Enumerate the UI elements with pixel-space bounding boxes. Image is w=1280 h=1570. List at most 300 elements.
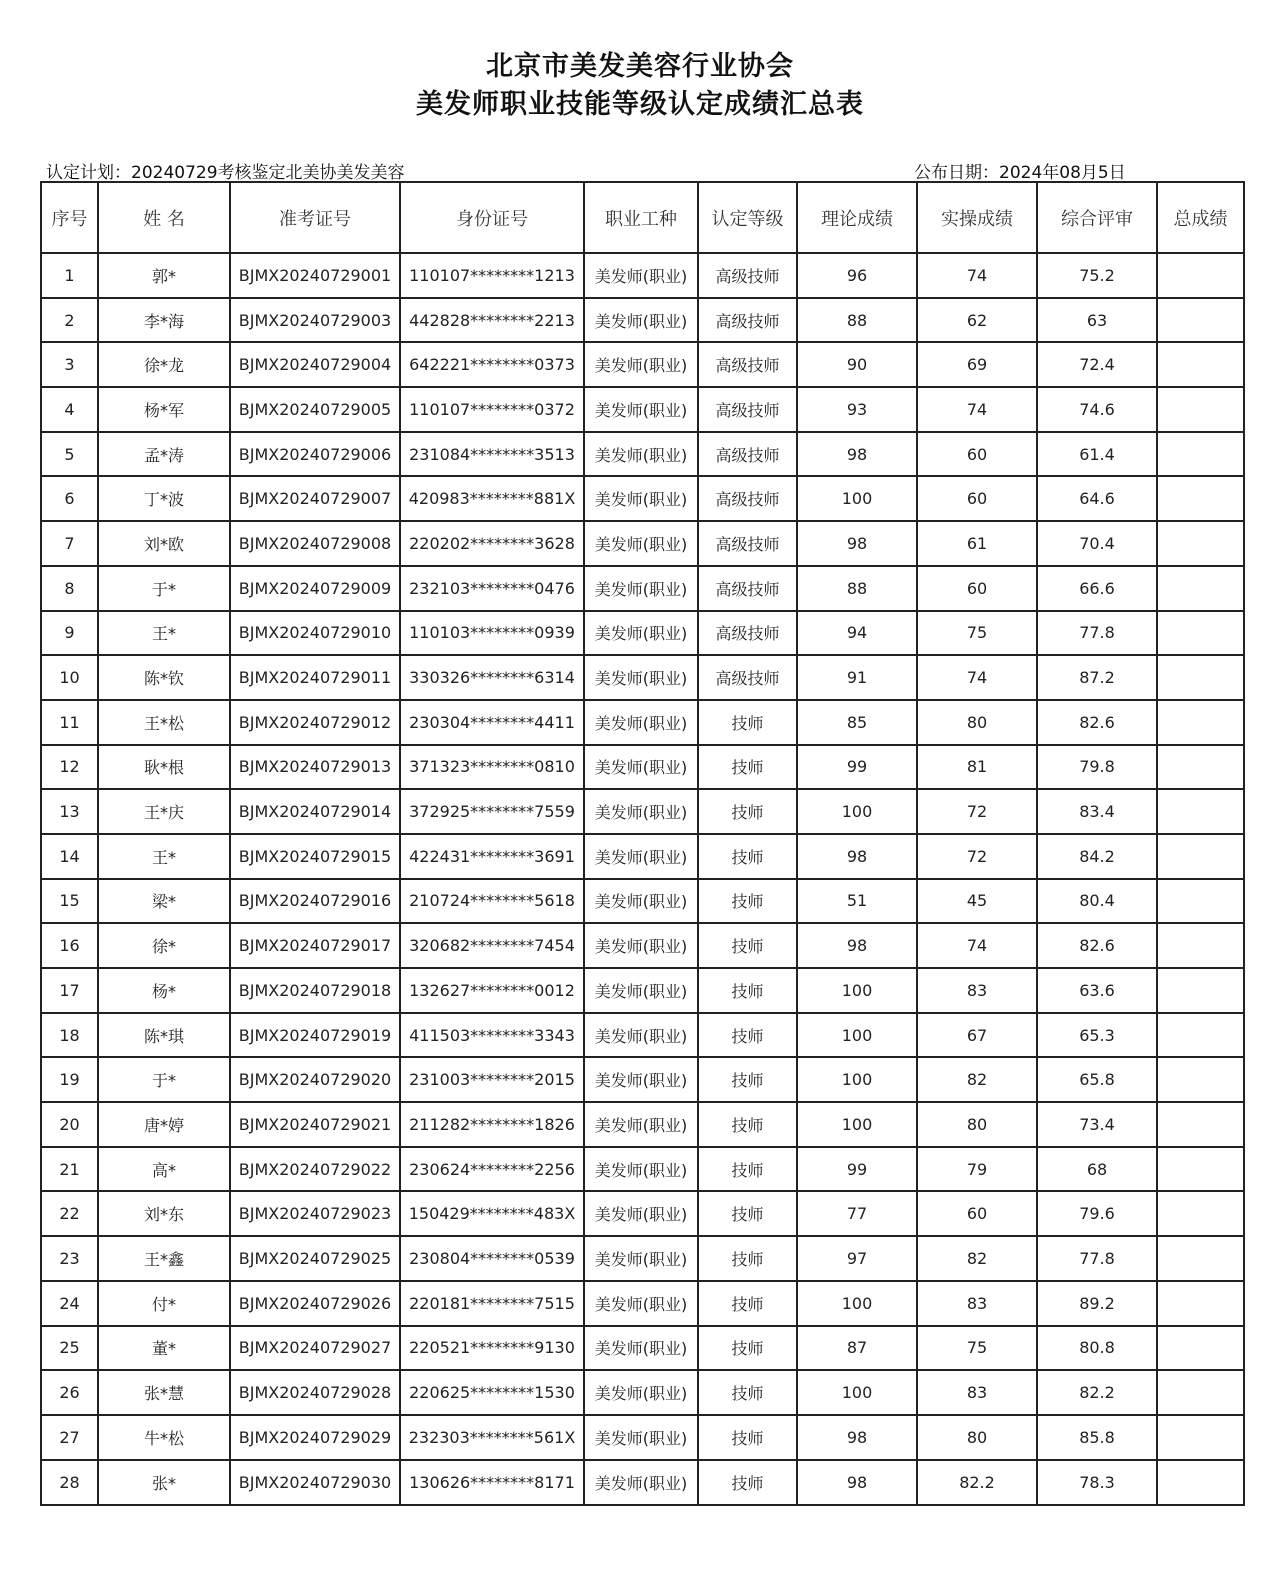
table-row <box>41 1191 1244 1236</box>
col-practical-cell: 80 <box>917 700 1037 745</box>
col-occupation-cell: 美发师(职业) <box>584 1191 698 1236</box>
col-name-cell: 孟*涛 <box>98 432 230 477</box>
col-index-cell: 28 <box>41 1460 98 1505</box>
col-review-cell: 64.6 <box>1037 476 1157 521</box>
col-level-cell: 技师 <box>698 1147 797 1192</box>
col-theory-cell: 93 <box>797 387 917 432</box>
col-id-no-cell: 411503********3343 <box>400 1013 584 1058</box>
col-theory-cell: 88 <box>797 566 917 611</box>
col-index-header: 序号 <box>41 182 98 253</box>
col-total-cell <box>1157 432 1244 477</box>
col-id-no-cell: 372925********7559 <box>400 789 584 834</box>
col-theory-cell: 99 <box>797 1147 917 1192</box>
col-total-cell <box>1157 879 1244 924</box>
col-occupation-cell: 美发师(职业) <box>584 745 698 790</box>
col-name-cell: 王*松 <box>98 700 230 745</box>
col-name-cell: 王*庆 <box>98 789 230 834</box>
col-level-cell: 高级技师 <box>698 387 797 432</box>
col-theory-cell: 90 <box>797 342 917 387</box>
table-row <box>41 700 1244 745</box>
col-theory-cell: 87 <box>797 1326 917 1371</box>
col-practical-cell: 80 <box>917 1102 1037 1147</box>
col-total-cell <box>1157 1370 1244 1415</box>
col-occupation-cell: 美发师(职业) <box>584 387 698 432</box>
col-occupation-header: 职业工种 <box>584 182 698 253</box>
col-practical-cell: 82.2 <box>917 1460 1037 1505</box>
table-row <box>41 879 1244 924</box>
col-level-cell: 技师 <box>698 1102 797 1147</box>
col-name-cell: 郭* <box>98 253 230 298</box>
col-exam-no-cell: BJMX20240729001 <box>230 253 400 298</box>
col-total-cell <box>1157 1013 1244 1058</box>
col-total-cell <box>1157 521 1244 566</box>
col-total-cell <box>1157 387 1244 432</box>
col-id-no-cell: 231084********3513 <box>400 432 584 477</box>
col-review-cell: 63.6 <box>1037 968 1157 1013</box>
col-review-cell: 82.6 <box>1037 923 1157 968</box>
col-name-cell: 于* <box>98 1057 230 1102</box>
col-theory-cell: 99 <box>797 745 917 790</box>
col-review-cell: 65.3 <box>1037 1013 1157 1058</box>
table-row <box>41 789 1244 834</box>
col-id-no-cell: 371323********0810 <box>400 745 584 790</box>
col-review-cell: 73.4 <box>1037 1102 1157 1147</box>
plan-label: 认定计划：20240729考核鉴定北美协美发美容 <box>46 163 405 183</box>
col-id-no-cell: 132627********0012 <box>400 968 584 1013</box>
col-exam-no-cell: BJMX20240729017 <box>230 923 400 968</box>
col-name-cell: 唐*婷 <box>98 1102 230 1147</box>
col-total-cell <box>1157 611 1244 656</box>
col-level-cell: 高级技师 <box>698 342 797 387</box>
col-theory-cell: 100 <box>797 1102 917 1147</box>
table-row <box>41 1370 1244 1415</box>
col-practical-cell: 60 <box>917 476 1037 521</box>
col-occupation-cell: 美发师(职业) <box>584 253 698 298</box>
col-level-cell: 技师 <box>698 834 797 879</box>
col-id-no-cell: 210724********5618 <box>400 879 584 924</box>
col-index-cell: 8 <box>41 566 98 611</box>
col-exam-no-cell: BJMX20240729011 <box>230 655 400 700</box>
table-row <box>41 1236 1244 1281</box>
table-row <box>41 923 1244 968</box>
col-practical-cell: 82 <box>917 1236 1037 1281</box>
col-id-no-cell: 220181********7515 <box>400 1281 584 1326</box>
col-index-cell: 1 <box>41 253 98 298</box>
table-row <box>41 1147 1244 1192</box>
col-occupation-cell: 美发师(职业) <box>584 700 698 745</box>
col-exam-no-cell: BJMX20240729015 <box>230 834 400 879</box>
col-id-no-cell: 330326********6314 <box>400 655 584 700</box>
col-theory-cell: 100 <box>797 1281 917 1326</box>
col-theory-cell: 100 <box>797 476 917 521</box>
col-name-cell: 耿*根 <box>98 745 230 790</box>
col-review-cell: 74.6 <box>1037 387 1157 432</box>
col-review-cell: 79.6 <box>1037 1191 1157 1236</box>
col-id-no-cell: 130626********8171 <box>400 1460 584 1505</box>
col-exam-no-cell: BJMX20240729007 <box>230 476 400 521</box>
col-total-cell <box>1157 655 1244 700</box>
table-row <box>41 1013 1244 1058</box>
col-total-cell <box>1157 1102 1244 1147</box>
col-occupation-cell: 美发师(职业) <box>584 611 698 656</box>
col-index-cell: 20 <box>41 1102 98 1147</box>
col-practical-cell: 60 <box>917 1191 1037 1236</box>
col-theory-header: 理论成绩 <box>797 182 917 253</box>
col-level-cell: 技师 <box>698 1281 797 1326</box>
col-index-cell: 15 <box>41 879 98 924</box>
col-id-no-cell: 150429********483X <box>400 1191 584 1236</box>
col-theory-cell: 98 <box>797 1460 917 1505</box>
col-review-cell: 89.2 <box>1037 1281 1157 1326</box>
col-name-cell: 李*海 <box>98 298 230 343</box>
col-name-cell: 王*鑫 <box>98 1236 230 1281</box>
table-row <box>41 253 1244 298</box>
col-occupation-cell: 美发师(职业) <box>584 834 698 879</box>
table-row <box>41 298 1244 343</box>
col-review-cell: 72.4 <box>1037 342 1157 387</box>
col-total-cell <box>1157 298 1244 343</box>
col-total-cell <box>1157 834 1244 879</box>
col-index-cell: 24 <box>41 1281 98 1326</box>
col-index-cell: 13 <box>41 789 98 834</box>
col-practical-cell: 74 <box>917 253 1037 298</box>
col-review-cell: 82.2 <box>1037 1370 1157 1415</box>
col-id-no-cell: 230304********4411 <box>400 700 584 745</box>
col-level-cell: 技师 <box>698 789 797 834</box>
col-level-cell: 技师 <box>698 1326 797 1371</box>
col-total-cell <box>1157 1415 1244 1460</box>
col-review-cell: 82.6 <box>1037 700 1157 745</box>
col-occupation-cell: 美发师(职业) <box>584 1147 698 1192</box>
table-row <box>41 1460 1244 1505</box>
col-review-cell: 84.2 <box>1037 834 1157 879</box>
col-id-no-cell: 231003********2015 <box>400 1057 584 1102</box>
col-id-no-cell: 230804********0539 <box>400 1236 584 1281</box>
col-level-cell: 高级技师 <box>698 611 797 656</box>
col-level-cell: 高级技师 <box>698 655 797 700</box>
col-exam-no-cell: BJMX20240729012 <box>230 700 400 745</box>
col-theory-cell: 85 <box>797 700 917 745</box>
col-occupation-cell: 美发师(职业) <box>584 521 698 566</box>
col-exam-no-cell: BJMX20240729018 <box>230 968 400 1013</box>
table-row <box>41 1102 1244 1147</box>
col-level-cell: 技师 <box>698 1236 797 1281</box>
col-name-cell: 王* <box>98 834 230 879</box>
col-level-cell: 高级技师 <box>698 521 797 566</box>
col-practical-cell: 75 <box>917 611 1037 656</box>
col-index-cell: 2 <box>41 298 98 343</box>
col-occupation-cell: 美发师(职业) <box>584 879 698 924</box>
col-total-cell <box>1157 1460 1244 1505</box>
col-level-cell: 技师 <box>698 1057 797 1102</box>
col-occupation-cell: 美发师(职业) <box>584 476 698 521</box>
col-occupation-cell: 美发师(职业) <box>584 432 698 477</box>
col-index-cell: 6 <box>41 476 98 521</box>
col-exam-no-cell: BJMX20240729004 <box>230 342 400 387</box>
col-practical-cell: 69 <box>917 342 1037 387</box>
col-level-cell: 高级技师 <box>698 298 797 343</box>
col-name-cell: 高* <box>98 1147 230 1192</box>
col-total-cell <box>1157 789 1244 834</box>
col-id-no-cell: 110107********0372 <box>400 387 584 432</box>
table-row <box>41 342 1244 387</box>
col-index-cell: 11 <box>41 700 98 745</box>
col-exam-no-cell: BJMX20240729006 <box>230 432 400 477</box>
col-name-cell: 付* <box>98 1281 230 1326</box>
col-level-cell: 技师 <box>698 923 797 968</box>
col-theory-cell: 97 <box>797 1236 917 1281</box>
col-index-cell: 3 <box>41 342 98 387</box>
col-name-cell: 刘*东 <box>98 1191 230 1236</box>
col-practical-cell: 79 <box>917 1147 1037 1192</box>
col-exam-no-cell: BJMX20240729019 <box>230 1013 400 1058</box>
col-practical-cell: 45 <box>917 879 1037 924</box>
col-id-no-cell: 642221********0373 <box>400 342 584 387</box>
col-practical-cell: 80 <box>917 1415 1037 1460</box>
col-occupation-cell: 美发师(职业) <box>584 923 698 968</box>
col-practical-cell: 61 <box>917 521 1037 566</box>
col-total-cell <box>1157 700 1244 745</box>
col-id-no-cell: 230624********2256 <box>400 1147 584 1192</box>
col-exam-no-cell: BJMX20240729005 <box>230 387 400 432</box>
col-exam-no-cell: BJMX20240729014 <box>230 789 400 834</box>
col-theory-cell: 100 <box>797 1370 917 1415</box>
col-review-cell: 83.4 <box>1037 789 1157 834</box>
col-practical-cell: 60 <box>917 566 1037 611</box>
col-index-cell: 17 <box>41 968 98 1013</box>
document-title: 北京市美发美容行业协会 <box>486 51 794 82</box>
col-theory-cell: 100 <box>797 1057 917 1102</box>
col-theory-cell: 96 <box>797 253 917 298</box>
col-name-cell: 杨*军 <box>98 387 230 432</box>
table-row <box>41 521 1244 566</box>
col-id-no-cell: 320682********7454 <box>400 923 584 968</box>
col-practical-cell: 72 <box>917 789 1037 834</box>
col-name-header: 姓 名 <box>98 182 230 253</box>
publish-date: 公布日期：2024年08月5日 <box>914 163 1126 183</box>
col-theory-cell: 51 <box>797 879 917 924</box>
col-id-no-cell: 110107********1213 <box>400 253 584 298</box>
col-index-cell: 26 <box>41 1370 98 1415</box>
col-level-cell: 高级技师 <box>698 476 797 521</box>
col-theory-cell: 94 <box>797 611 917 656</box>
col-name-cell: 徐*龙 <box>98 342 230 387</box>
col-level-cell: 高级技师 <box>698 566 797 611</box>
col-occupation-cell: 美发师(职业) <box>584 655 698 700</box>
col-review-cell: 79.8 <box>1037 745 1157 790</box>
col-index-cell: 21 <box>41 1147 98 1192</box>
col-review-cell: 78.3 <box>1037 1460 1157 1505</box>
col-index-cell: 4 <box>41 387 98 432</box>
col-practical-header: 实操成绩 <box>917 182 1037 253</box>
col-id-no-cell: 211282********1826 <box>400 1102 584 1147</box>
table-row <box>41 387 1244 432</box>
col-exam-no-cell: BJMX20240729023 <box>230 1191 400 1236</box>
col-occupation-cell: 美发师(职业) <box>584 968 698 1013</box>
header-row <box>41 182 1244 253</box>
col-review-cell: 65.8 <box>1037 1057 1157 1102</box>
col-theory-cell: 98 <box>797 432 917 477</box>
col-name-cell: 梁* <box>98 879 230 924</box>
col-practical-cell: 60 <box>917 432 1037 477</box>
table-header <box>41 182 1244 253</box>
col-index-cell: 14 <box>41 834 98 879</box>
table-row <box>41 476 1244 521</box>
col-occupation-cell: 美发师(职业) <box>584 298 698 343</box>
col-name-cell: 董* <box>98 1326 230 1371</box>
col-level-cell: 技师 <box>698 879 797 924</box>
col-exam-no-cell: BJMX20240729016 <box>230 879 400 924</box>
col-level-cell: 技师 <box>698 1191 797 1236</box>
table-row <box>41 1281 1244 1326</box>
table-row <box>41 566 1244 611</box>
table-row <box>41 1057 1244 1102</box>
col-occupation-cell: 美发师(职业) <box>584 1460 698 1505</box>
col-practical-cell: 83 <box>917 1370 1037 1415</box>
col-theory-cell: 98 <box>797 521 917 566</box>
col-index-cell: 7 <box>41 521 98 566</box>
col-name-cell: 牛*松 <box>98 1415 230 1460</box>
col-occupation-cell: 美发师(职业) <box>584 1326 698 1371</box>
col-practical-cell: 74 <box>917 923 1037 968</box>
col-theory-cell: 100 <box>797 1013 917 1058</box>
table-row <box>41 611 1244 656</box>
col-occupation-cell: 美发师(职业) <box>584 1370 698 1415</box>
col-theory-cell: 77 <box>797 1191 917 1236</box>
col-id-no-header: 身份证号 <box>400 182 584 253</box>
col-exam-no-cell: BJMX20240729027 <box>230 1326 400 1371</box>
table-row <box>41 834 1244 879</box>
col-index-cell: 16 <box>41 923 98 968</box>
col-exam-no-cell: BJMX20240729030 <box>230 1460 400 1505</box>
col-exam-no-cell: BJMX20240729025 <box>230 1236 400 1281</box>
col-review-cell: 61.4 <box>1037 432 1157 477</box>
col-index-cell: 23 <box>41 1236 98 1281</box>
col-name-cell: 张* <box>98 1460 230 1505</box>
table-row <box>41 1326 1244 1371</box>
col-theory-cell: 98 <box>797 923 917 968</box>
col-practical-cell: 67 <box>917 1013 1037 1058</box>
col-total-cell <box>1157 1057 1244 1102</box>
col-total-cell <box>1157 476 1244 521</box>
col-index-cell: 5 <box>41 432 98 477</box>
table-row <box>41 432 1244 477</box>
col-level-cell: 技师 <box>698 968 797 1013</box>
col-total-cell <box>1157 253 1244 298</box>
col-total-cell <box>1157 342 1244 387</box>
col-total-cell <box>1157 1147 1244 1192</box>
col-occupation-cell: 美发师(职业) <box>584 1102 698 1147</box>
col-total-cell <box>1157 1236 1244 1281</box>
col-occupation-cell: 美发师(职业) <box>584 789 698 834</box>
col-id-no-cell: 110103********0939 <box>400 611 584 656</box>
col-total-cell <box>1157 1326 1244 1371</box>
col-name-cell: 陈*钦 <box>98 655 230 700</box>
col-review-header: 综合评审 <box>1037 182 1157 253</box>
col-level-cell: 技师 <box>698 700 797 745</box>
col-id-no-cell: 422431********3691 <box>400 834 584 879</box>
col-exam-no-cell: BJMX20240729003 <box>230 298 400 343</box>
col-level-cell: 技师 <box>698 1460 797 1505</box>
col-practical-cell: 82 <box>917 1057 1037 1102</box>
col-id-no-cell: 232103********0476 <box>400 566 584 611</box>
col-exam-no-cell: BJMX20240729021 <box>230 1102 400 1147</box>
document-subtitle: 美发师职业技能等级认定成绩汇总表 <box>416 89 864 120</box>
col-index-cell: 19 <box>41 1057 98 1102</box>
col-review-cell: 85.8 <box>1037 1415 1157 1460</box>
col-id-no-cell: 442828********2213 <box>400 298 584 343</box>
col-review-cell: 63 <box>1037 298 1157 343</box>
col-level-cell: 技师 <box>698 1415 797 1460</box>
col-id-no-cell: 220625********1530 <box>400 1370 584 1415</box>
col-name-cell: 陈*琪 <box>98 1013 230 1058</box>
col-occupation-cell: 美发师(职业) <box>584 1057 698 1102</box>
col-occupation-cell: 美发师(职业) <box>584 1415 698 1460</box>
table-row <box>41 1415 1244 1460</box>
col-practical-cell: 74 <box>917 387 1037 432</box>
col-total-header: 总成绩 <box>1157 182 1244 253</box>
col-exam-no-cell: BJMX20240729020 <box>230 1057 400 1102</box>
col-practical-cell: 83 <box>917 1281 1037 1326</box>
col-name-cell: 王* <box>98 611 230 656</box>
col-practical-cell: 72 <box>917 834 1037 879</box>
col-id-no-cell: 420983********881X <box>400 476 584 521</box>
col-theory-cell: 88 <box>797 298 917 343</box>
col-exam-no-cell: BJMX20240729010 <box>230 611 400 656</box>
col-index-cell: 10 <box>41 655 98 700</box>
col-theory-cell: 91 <box>797 655 917 700</box>
col-exam-no-header: 准考证号 <box>230 182 400 253</box>
table-row <box>41 745 1244 790</box>
col-name-cell: 杨* <box>98 968 230 1013</box>
col-level-header: 认定等级 <box>698 182 797 253</box>
table-body <box>41 253 1244 1505</box>
col-name-cell: 丁*波 <box>98 476 230 521</box>
col-total-cell <box>1157 1281 1244 1326</box>
col-practical-cell: 81 <box>917 745 1037 790</box>
col-index-cell: 9 <box>41 611 98 656</box>
col-occupation-cell: 美发师(职业) <box>584 342 698 387</box>
col-exam-no-cell: BJMX20240729022 <box>230 1147 400 1192</box>
col-index-cell: 12 <box>41 745 98 790</box>
col-occupation-cell: 美发师(职业) <box>584 566 698 611</box>
col-index-cell: 22 <box>41 1191 98 1236</box>
col-index-cell: 27 <box>41 1415 98 1460</box>
col-total-cell <box>1157 566 1244 611</box>
col-total-cell <box>1157 923 1244 968</box>
col-review-cell: 66.6 <box>1037 566 1157 611</box>
col-index-cell: 18 <box>41 1013 98 1058</box>
col-exam-no-cell: BJMX20240729009 <box>230 566 400 611</box>
col-total-cell <box>1157 1191 1244 1236</box>
col-total-cell <box>1157 968 1244 1013</box>
col-practical-cell: 75 <box>917 1326 1037 1371</box>
col-theory-cell: 98 <box>797 834 917 879</box>
col-name-cell: 徐* <box>98 923 230 968</box>
col-id-no-cell: 232303********561X <box>400 1415 584 1460</box>
col-level-cell: 技师 <box>698 745 797 790</box>
col-theory-cell: 98 <box>797 1415 917 1460</box>
col-id-no-cell: 220202********3628 <box>400 521 584 566</box>
col-exam-no-cell: BJMX20240729013 <box>230 745 400 790</box>
col-review-cell: 87.2 <box>1037 655 1157 700</box>
col-practical-cell: 62 <box>917 298 1037 343</box>
score-table <box>40 181 1245 1506</box>
col-name-cell: 张*慧 <box>98 1370 230 1415</box>
col-exam-no-cell: BJMX20240729008 <box>230 521 400 566</box>
col-review-cell: 77.8 <box>1037 1236 1157 1281</box>
col-occupation-cell: 美发师(职业) <box>584 1281 698 1326</box>
